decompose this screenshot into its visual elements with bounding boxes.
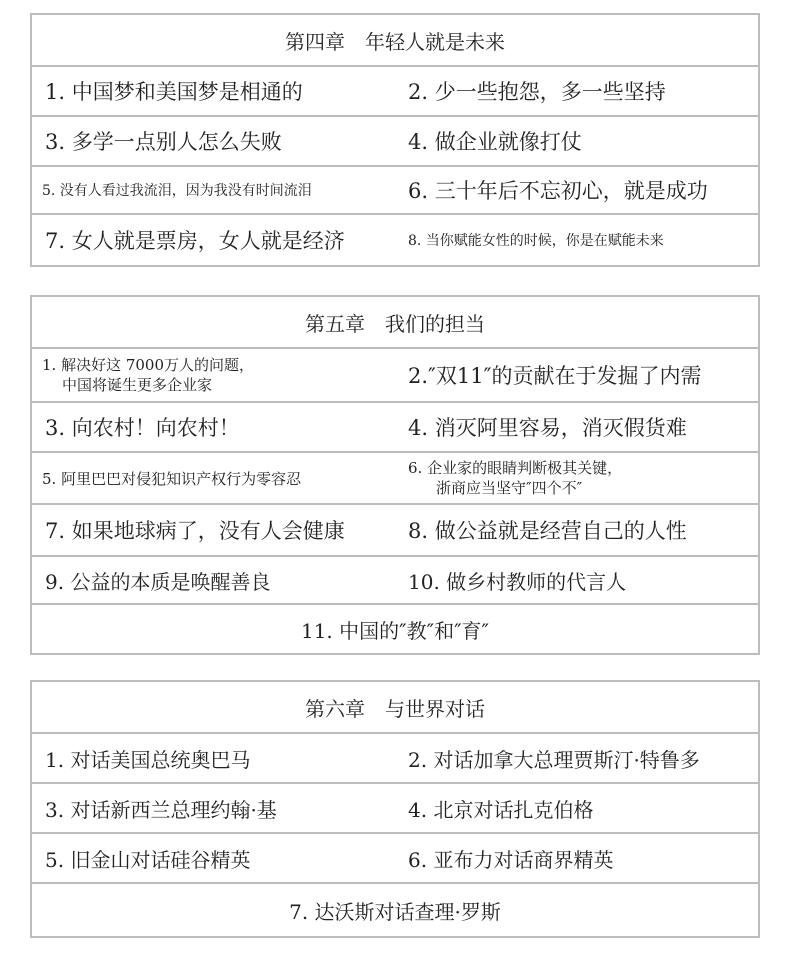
chapter-6-box	[30, 680, 760, 938]
section-item-line: 中国将诞生更多企业家	[62, 376, 213, 394]
section-item: 5. 阿里巴巴对侵犯知识产权行为零容忍	[42, 469, 302, 488]
section-item: 5. 旧金山对话硅谷精英	[45, 847, 251, 872]
section-item: 11. 中国的″教″和″育″	[300, 618, 490, 643]
section-item	[32, 349, 398, 401]
chapter-title: 第五章 我们的担当	[32, 297, 758, 349]
section-item: 7. 达沃斯对话查理·罗斯	[289, 899, 501, 924]
section-item: 3. 对话新西兰总理约翰·基	[45, 797, 277, 822]
section-item: 8. 当你赋能女性的时候，你是在赋能未来	[408, 233, 664, 249]
table-row	[32, 505, 758, 557]
table-row	[32, 453, 758, 505]
table-row	[32, 834, 758, 884]
table-row	[32, 167, 758, 215]
table-row	[32, 117, 758, 167]
section-item: 7. 如果地球病了，没有人会健康	[45, 519, 345, 543]
section-item: 3. 向农村！向农村！	[45, 416, 240, 440]
table-row	[32, 67, 758, 117]
section-item-line: 浙商应当坚守″四个不″	[436, 479, 583, 497]
section-item: 4. 北京对话扎克伯格	[408, 797, 594, 822]
section-item: 8. 做公益就是经营自己的人性	[408, 519, 687, 543]
section-item: 6. 三十年后不忘初心，就是成功	[408, 179, 708, 203]
section-item	[398, 453, 758, 503]
section-item: 9. 公益的本质是唤醒善良	[45, 569, 271, 594]
section-item: 1. 中国梦和美国梦是相通的	[45, 80, 303, 104]
section-item: 1. 对话美国总统奥巴马	[45, 747, 251, 772]
table-row	[32, 734, 758, 784]
table-row	[32, 784, 758, 834]
table-row	[32, 884, 758, 936]
section-item: 2. 对话加拿大总理贾斯汀·特鲁多	[408, 747, 700, 772]
chapter-title: 第四章 年轻人就是未来	[32, 15, 758, 67]
section-item: 2. 少一些抱怨，多一些坚持	[408, 80, 666, 104]
section-item: 2.″双11″的贡献在于发掘了内需	[408, 364, 702, 388]
table-row	[32, 403, 758, 453]
section-item: 4. 消灭阿里容易，消灭假货难	[408, 416, 687, 440]
section-item: 6. 亚布力对话商界精英	[408, 847, 614, 872]
section-item: 7. 女人就是票房，女人就是经济	[45, 229, 345, 253]
section-item: 10. 做乡村教师的代言人	[408, 569, 627, 594]
chapter-4-box	[30, 13, 760, 267]
section-item-line: 1. 解决好这 7000万人的问题，	[42, 356, 255, 374]
table-row	[32, 605, 758, 653]
chapter-title: 第六章 与世界对话	[32, 682, 758, 734]
section-item: 3. 多学一点别人怎么失败	[45, 130, 282, 154]
table-row	[32, 557, 758, 605]
section-item: 5. 没有人看过我流泪，因为我没有时间流泪	[42, 183, 312, 199]
table-row	[32, 215, 758, 265]
chapter-5-box	[30, 295, 760, 655]
table-row	[32, 349, 758, 403]
section-item: 4. 做企业就像打仗	[408, 130, 582, 154]
section-item-line: 6. 企业家的眼睛判断极其关键，	[408, 459, 623, 477]
